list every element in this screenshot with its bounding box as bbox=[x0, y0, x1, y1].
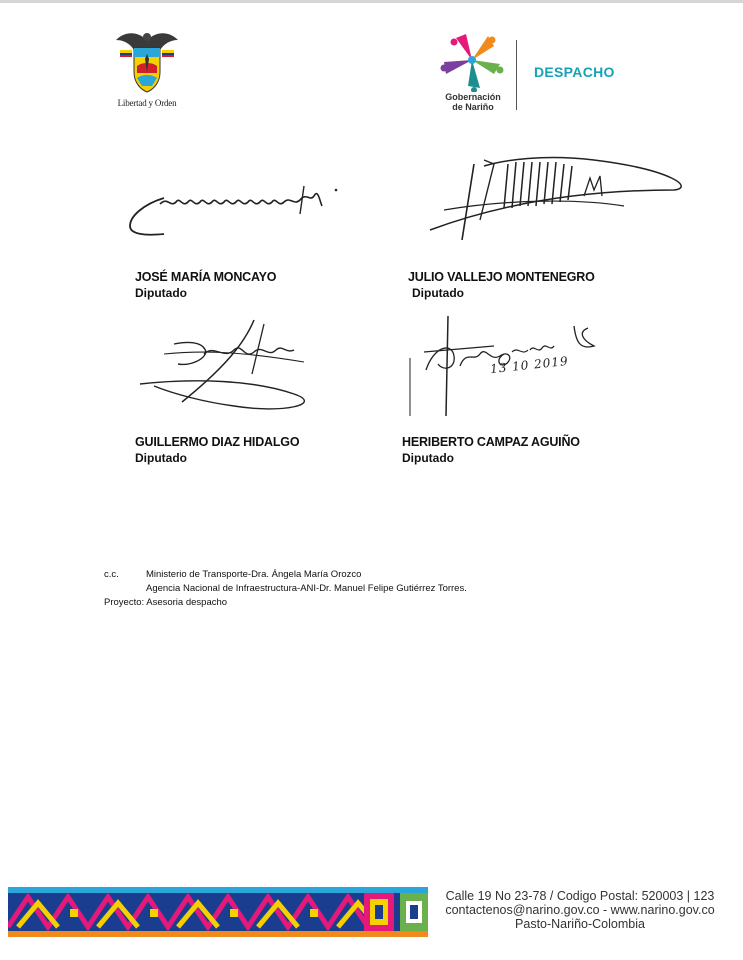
signature-diaz bbox=[134, 314, 324, 414]
footer-city: Pasto-Nariño-Colombia bbox=[515, 917, 645, 931]
gobernacion-name-line2: de Nariño bbox=[452, 102, 494, 112]
top-rule bbox=[0, 0, 743, 3]
signatory-role-2: Diputado bbox=[412, 286, 464, 300]
gobernacion-narino-logo bbox=[440, 30, 504, 92]
signatory-name-4: HERIBERTO CAMPAZ AGUIÑO bbox=[402, 435, 580, 449]
coat-of-arms-motto: Libertad y Orden bbox=[117, 98, 177, 108]
handwritten-date: 13 10 2019 bbox=[489, 353, 570, 377]
signature-campaz bbox=[404, 306, 614, 426]
signatory-name-3: GUILLERMO DIAZ HIDALGO bbox=[135, 435, 300, 449]
signature-vallejo bbox=[424, 150, 684, 250]
gobernacion-name-line1: Gobernación bbox=[445, 92, 501, 102]
signatory-role-3: Diputado bbox=[135, 451, 187, 465]
copies-line-2: Agencia Nacional de Infraestructura-ANI-Dr. Manuel Felipe Gutiérrez Torres. bbox=[146, 583, 467, 594]
project-line: Proyecto: Asesoria despacho bbox=[104, 597, 228, 608]
signatory-name-2: JULIO VALLEJO MONTENEGRO bbox=[408, 270, 595, 284]
signatory-name-1: JOSÉ MARÍA MONCAYO bbox=[135, 270, 277, 284]
copies-label: c.c. bbox=[104, 569, 119, 580]
footer-contact: contactenos@narino.gov.co - www.narino.gov.co bbox=[445, 903, 715, 917]
footer-address: Calle 19 No 23-78 / Codigo Postal: 520003 | 123 bbox=[445, 889, 715, 903]
signature-moncayo bbox=[124, 176, 344, 246]
copies-line-1: Ministerio de Transporte-Dra. Ángela María Orozco bbox=[146, 569, 362, 580]
signatory-role-4: Diputado bbox=[402, 451, 454, 465]
decorative-woven-pattern bbox=[8, 887, 428, 937]
office-title: DESPACHO bbox=[534, 64, 615, 80]
gobernacion-name bbox=[432, 92, 514, 112]
signatory-role-1: Diputado bbox=[135, 286, 187, 300]
logo-divider bbox=[516, 40, 517, 110]
